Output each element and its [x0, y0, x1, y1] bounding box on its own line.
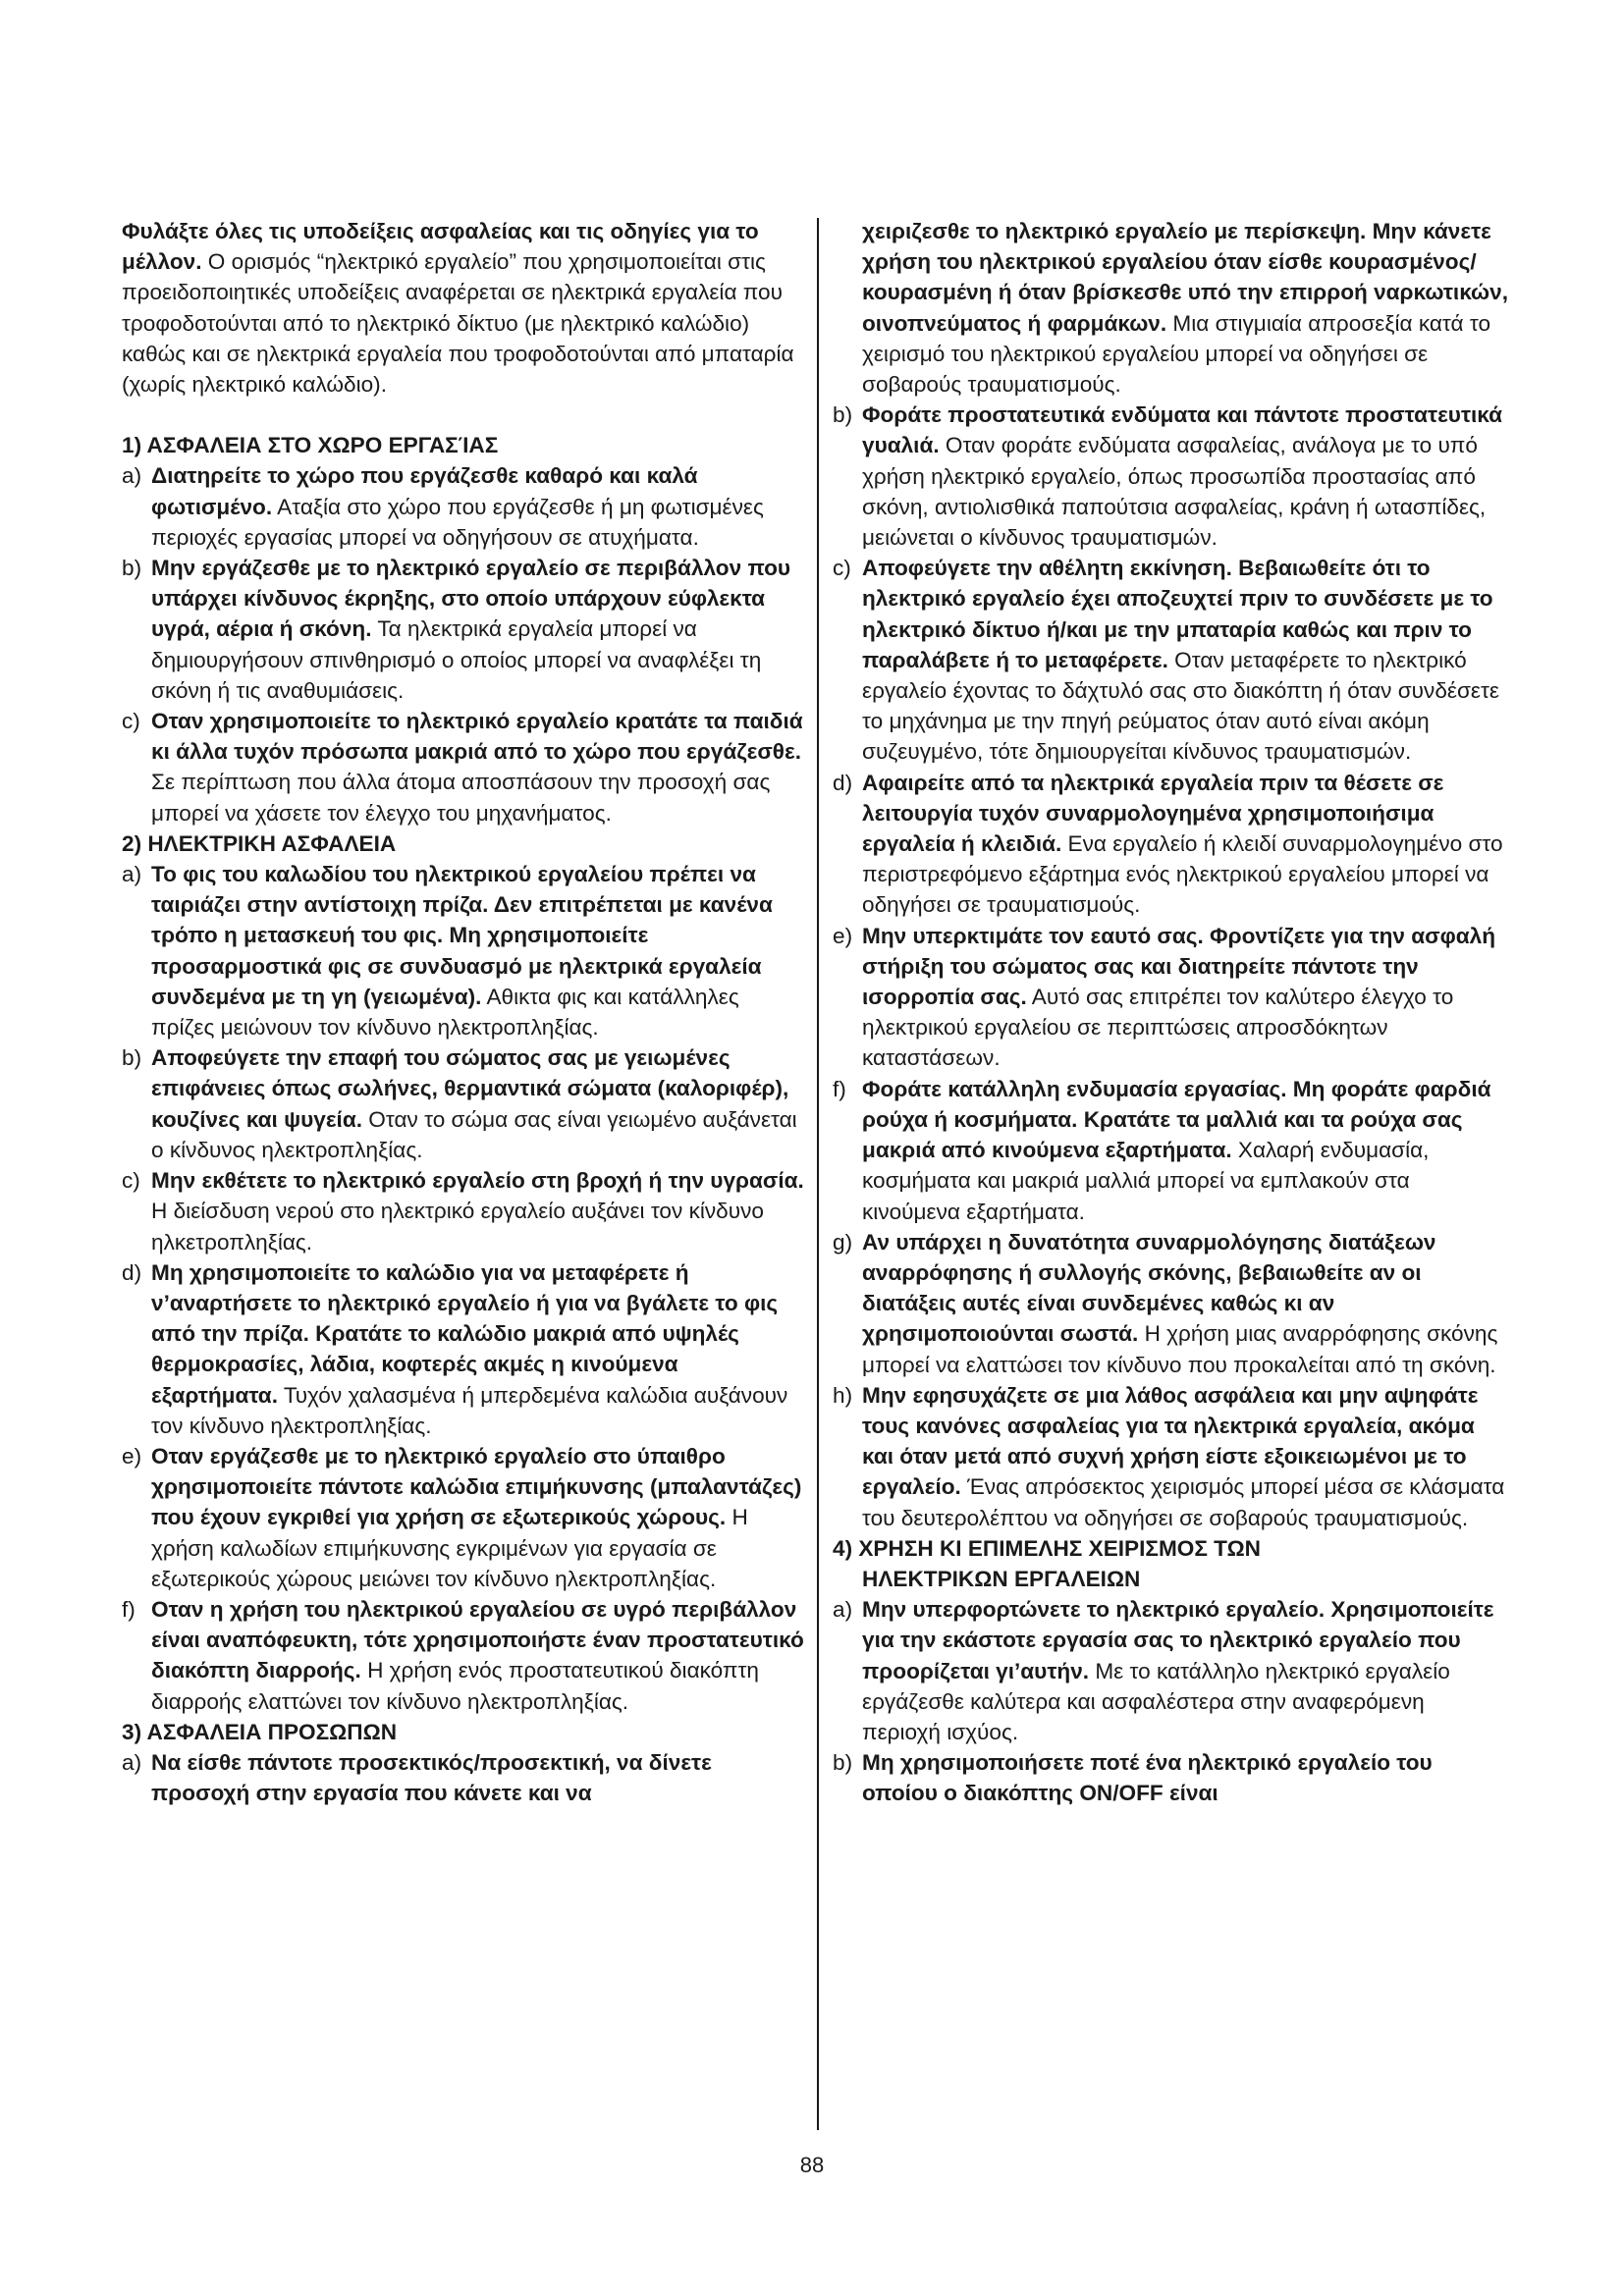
section-1-heading: 1) ΑΣΦΑΛΕΙΑ ΣΤΟ ΧΩΡΟ ΕΡΓΑΣΊΑΣ [122, 433, 499, 458]
right-column [833, 216, 1508, 1809]
list-item: a) Το φις του καλωδίου του ηλεκτρικού εργαλείου πρέπει να ταιριάζει στην αντίστοιχη πρίζα. Δεν επιτρέπεται με κανένα τρόπο η μετασκευή του φις. Μη χρησιμοποιείτε προσαρμοστικά φις σε συνδυασμό με ηλεκτρικά εργαλεία συνδεμένα με τη γη (γειωμένα). Αθικτα φις και κατάλληλες πρίζες μειώνουν τον κίνδυνο ηλεκτροπληξίας. [122, 862, 773, 1041]
section-3-items-continued [833, 400, 1508, 1533]
list-item: g) Αν υπάρχει η δυνατότητα συναρμολόγησης διατάξεων αναρρόφησης ή συλλογής σκόνης, βεβαιωθείτε αν οι διατάξεις αυτές είναι συνδεμένες καθώς κι αν χρησιμοποιούνται σωστά. Η χρήση μιας αναρρόφησης σκόνης μπορεί να ελαττώσει τον κίνδυνο που προκαλείται από τη σκόνη. [833, 1229, 1498, 1377]
column-divider [817, 218, 819, 2130]
list-item: e) Μην υπερκτιμάτε τον εαυτό σας. Φροντίζετε για την ασφαλή στήριξη του σώματος σας και διατηρείτε πάντοτε την ισορροπία σας. Αυτό σας επιτρέπει τον καλύτερο έλεγχο το ηλεκτρικού εργαλείου σε περιπτώσεις απροσδόκητων καταστάσεων. [833, 923, 1496, 1071]
list-item: b) Μη χρησιμοποιήσετε ποτέ ένα ηλεκτρικό εργαλείο του οποίου ο διακόπτης ON/OFF είναι [833, 1750, 1433, 1806]
section-3-items [122, 1747, 805, 1808]
section-4-heading: 4) ΧΡΗΣΗ ΚΙ ΕΠΙΜΕΛΗΣ ΧΕΙΡΙΣΜΟΣ ΤΩΝ ΗΛΕΚΤΡΙΚΩΝ ΕΡΓΑΛΕΙΩΝ [833, 1535, 1261, 1591]
list-item: f) Φοράτε κατάλληλη ενδυμασία εργασίας. Μη φοράτε φαρδιά ρούχα ή κοσμήματα. Κρατάτε τα μαλλιά και τα ρούχα σας μακριά από κινούμενα εξαρτήματα. Χαλαρή ενδυμασία, κοσμήματα και μακριά μαλλιά μπορεί να εμπλακούν στα κινούμενα εξαρτήματα. [833, 1076, 1491, 1224]
list-item: d) Μη χρησιμοποιείτε το καλώδιο για να μεταφέρετε ή ν’αναρτήσετε το ηλεκτρικό εργαλείο ή για να βγάλετε το φις από την πρίζα. Κρατάτε το καλώδιο μακριά από υψηλές θερμοκρασίες, λάδια, κοφτερές ακμές η κινούμενα εξαρτήματα. Τυχόν χαλασμένα ή μπερδεμένα καλώδια αυξάνουν τον κίνδυνο ηλεκτροπληξίας. [122, 1259, 788, 1438]
left-column [122, 216, 805, 1808]
list-item: a) Μην υπερφορτώνετε το ηλεκτρικό εργαλείο. Χρησιμοποιείτε για την εκάστοτε εργασία σας το ηλεκτρικό εργαλείο που προορίζεται γι’αυτήν. Με το κατάλληλο ηλεκτρικό εργαλείο εργάζεσθε καλύτερα και ασφαλέστερα στην αναφερόμενη περιοχή ισχύος. [833, 1597, 1494, 1744]
section-2-heading: 2) ΗΛΕΚΤΡΙΚΗ ΑΣΦΑΛΕΙΑ [122, 830, 397, 856]
list-item: h) Μην εφησυχάζετε σε μια λάθος ασφάλεια και μην αψηφάτε τους κανόνες ασφαλείας για τα ηλεκτρικά εργαλεία, ακόμα και όταν μετά από συχνή χρήση είστε εξοικειωμένοι με το εργαλείο. Ένας απρόσεκτος χειρισμός μπορεί μέσα σε κλάσματα του δευτερολέπτου να οδηγήσει σε σοβαρούς τραυματισμούς. [833, 1382, 1505, 1530]
list-item: e) Οταν εργάζεσθε με το ηλεκτρικό εργαλείο στο ύπαιθρο χρησιμοποιείτε πάντοτε καλώδια επιμήκυνσης (μπαλαντάζες) που έχουν εγκριθεί για χρήση σε εξωτερικούς χώρους. Η χρήση καλωδίων επιμήκυνσης εγκριμένων για εργασία σε εξωτερικούς χώρους μειώνει τον κίνδυνο ηλεκτροπληξίας. [122, 1443, 802, 1591]
list-item: c) Μην εκθέτετε το ηλεκτρικό εργαλείο στη βροχή ή την υγρασία. Η διείσδυση νερού στο ηλεκτρικό εργαλείο αυξάνει τον κίνδυνο ηλκετροπληξίας. [122, 1168, 804, 1255]
list-item: c) Αποφεύγετε την αθέλητη εκκίνηση. Βεβαιωθείτε ότι το ηλεκτρικό εργαλείο έχει αποζευχτεί πριν το συνδέσετε με το ηλεκτρικό δίκτυο ή/και με την μπαταρία καθώς και πριν το παραλάβετε ή το μεταφέρετε. Οταν μεταφέρετε το ηλεκτρικό εργαλείο έχοντας το δάχτυλό σας στο διακόπτη ή όταν συνδέσετε το μηχάνημα με την πηγή ρεύματος όταν αυτό είναι ακόμη συζευγμένο, τότε δημιουργείται κίνδυνος τραυματισμών. [833, 556, 1499, 765]
list-item: b) Αποφεύγετε την επαφή του σώματος σας με γειωμένες επιφάνειες όπως σωλήνες, θερμαντικά σώματα (καλοριφέρ), κουζίνες και ψυγεία. Οταν το σώμα σας είναι γειωμένο αυξάνεται ο κίνδυνος ηλεκτροπληξίας. [122, 1045, 797, 1162]
list-item: b) Μην εργάζεσθε με το ηλεκτρικό εργαλείο σε περιβάλλον που υπάρχει κίνδυνος έκρηξης, στο οποίο υπάρχουν εύφλεκτα υγρά, αέρια ή σκόνη. Τα ηλεκτρικά εργαλεία μπορεί να δημιουργήσουν σπινθηρισμό ο οποίος μπορεί να αναφλέξει τη σκόνη ή τις αναθυμιάσεις. [122, 556, 791, 703]
list-item: a) Να είσθε πάντοτε προσεκτικός/προσεκτική, να δίνετε προσοχή στην εργασία που κάνετε και να [122, 1749, 712, 1806]
section-3-heading: 3) ΑΣΦΑΛΕΙΑ ΠΡΟΣΩΠΩΝ [122, 1719, 398, 1744]
list-item: a) Διατηρείτε το χώρο που εργάζεσθε καθαρό και καλά φωτισμένο. Αταξία στο χώρο που εργάζεσθε ή μη φωτισμένες περιοχές εργασίας μπορεί να οδηγήσουν σε ατυχήματα. [122, 463, 764, 550]
continued-item-text: χειριζεσθε το ηλεκτρικό εργαλείο με περίσκεψη. Μην κάνετε χρήση του ηλεκτρικού εργαλείου όταν είσθε κουρασμένος/κουρασμένη ή όταν βρίσκεσθε υπό την επιρροή ναρκωτικών, οινοπνεύματος ή φαρμάκων. Μια στιγμιαία απροσεξία κατά το χειρισμό του ηλεκτρικού εργαλείου μπορεί να οδηγήσει σε σοβαρούς τραυματισμούς. [862, 219, 1508, 398]
list-item: d) Αφαιρείτε από τα ηλεκτρικά εργαλεία πριν τα θέσετε σε λειτουργία τυχόν συναρμολογημένα χρησιμοποιήσιμα εργαλεία ή κλειδιά. Ενα εργαλείο ή κλειδί συναρμολογημένο στο περιστρεφόμενο εξάρτημα ενός ηλεκτρικού εργαλείου μπορεί να οδηγήσει σε τραυματισμούς. [833, 770, 1503, 918]
list-item: b) Φοράτε προστατευτικά ενδύματα και πάντοτε προστατευτικά γυαλιά. Οταν φοράτε ενδύματα ασφαλείας, ανάλογα με το υπό χρήση ηλεκτρικό εργαλείο, όπως προσωπίδα προστασίας από σκόνη, αντιολισθικά παπούτσια ασφαλείας, κράνη ή ωτασπίδες, μειώνεται ο κίνδυνος τραυματισμών. [833, 402, 1503, 551]
list-item: f) Οταν η χρήση του ηλεκτρικού εργαλείου σε υγρό περιβάλλον είναι αναπόφευκτη, τότε χρησιμοποιήστε έναν προστατευτικό διακόπτη διαρροής. Η χρήση ενός προστατευτικού διακόπτη διαρροής ελαττώνει τον κίνδυνο ηλεκτροπληξίας. [122, 1596, 804, 1714]
page-number: 88 [799, 2153, 825, 2177]
section-1-items [122, 460, 805, 828]
intro-paragraph: Φυλάξτε όλες τις υποδείξεις ασφαλείας και τις οδηγίες για το μέλλον. Ο ορισμός “ηλεκτρικό εργαλείο” που χρησιμοποιείται στις προειδοποιητικές υποδείξεις αναφέρεται σε ηλεκτρικά εργαλεία που τροφοδοτούνται από το ηλεκτρικό δίκτυο (με ηλεκτρικό καλώδιο) καθώς και σε ηλεκτρικά εργαλεία που τροφοδοτούνται από μπαταρία (χωρίς ηλεκτρικό καλώδιο). [122, 219, 794, 398]
list-item: c) Οταν χρησιμοποιείτε το ηλεκτρικό εργαλείο κρατάτε τα παιδιά κι άλλα τυχόν πρόσωπα μακριά από το χώρο που εργάζεσθε. Σε περίπτωση που άλλα άτομα αποσπάσουν την προσοχή σας μπορεί να χάσετε τον έλεγχο του μηχανήματος. [122, 709, 803, 826]
section-4-items [833, 1594, 1508, 1808]
section-2-items [122, 859, 805, 1717]
